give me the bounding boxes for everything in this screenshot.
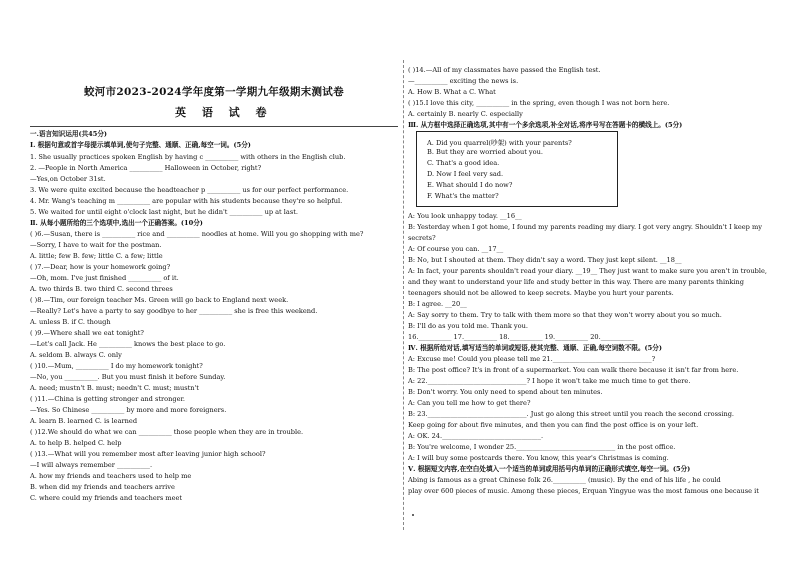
box-option: D. Now I feel very sad. (427, 170, 504, 178)
left-text-line: 2. —People in North America __________ Halloween in October, right? (30, 164, 262, 172)
page-mark (412, 514, 414, 516)
right-text-line: A: Of course you can. __17__ (408, 245, 504, 253)
left-text-line: ( )13.—What will you remember most after leaving junior high school? (30, 450, 266, 458)
right-text-line: A: 22.______________________________? I hope it won't take me much time to get there. (408, 377, 691, 385)
title-rule (30, 126, 398, 127)
right-text-line: A: You look unhappy today. __16__ (408, 212, 522, 220)
box-option: F. What's the matter? (427, 192, 499, 200)
right-text-line: A. certainly B. nearly C. especially (408, 110, 523, 118)
right-text-line: A: OK. 24.______________________________. (408, 432, 544, 440)
right-text-line: A: Excuse me! Could you please tell me 21.______________________________? (408, 355, 656, 363)
right-text-line: Keep going for about five minutes, and then you can find the post office is on your left. (408, 421, 699, 429)
right-text-line: A: Can you tell me how to get there? (408, 399, 531, 407)
left-text-line: —Sorry, I have to wait for the postman. (30, 241, 162, 249)
left-text-line: ( )8.—Tim, our foreign teacher Ms. Green will go back to England next week. (30, 296, 289, 304)
left-text-line: 3. We were quite excited because the headteacher p __________ us for our perfect performance. (30, 186, 349, 194)
left-text-line: 5. We waited for until eight o'clock last night, but he didn't __________ up at last. (30, 208, 298, 216)
exam-subject: 英 语 试 卷 (175, 106, 273, 119)
right-text-line: A. How B. What a C. What (408, 88, 496, 96)
left-text-line: B. when did my friends and teachers arrive (30, 483, 175, 491)
box-option: E. What should I do now? (427, 181, 513, 189)
left-text-line: —Yes,on October 31st. (30, 175, 106, 183)
right-text-line: B: Don't worry. You only need to spend about ten minutes. (408, 388, 603, 396)
right-text-line: Abing is famous as a great Chinese folk 26.__________ (music). By the end of his life , he could (408, 476, 721, 484)
right-text-line: Ⅳ. 根据所给对话,填写适当的单词或短语,使其完整、通顺、正确,每空词数不限。(5分) (408, 344, 662, 352)
box-option: A. Did you quarrel(吵架) with your parents? (427, 139, 572, 147)
right-text-line: secrets? (408, 234, 436, 242)
exam-title: 蛟河市2023-2024学年度第一学期九年级期末测试卷 (84, 86, 344, 98)
left-text-line: A. need; mustn't B. must; needn't C. must; mustn't (30, 384, 199, 392)
left-text-line: 1. She usually practices spoken English by having c __________ with others in the English club. (30, 153, 346, 161)
left-text-line: A. unless B. if C. though (30, 318, 111, 326)
left-text-line: ( )11.—China is getting stronger and stronger. (30, 395, 185, 403)
box-option: C. That's a good idea. (427, 159, 500, 167)
right-text-line: B: Yesterday when I got home, I found my parents reading my diary. I got very angry. Shouldn't I keep my (408, 223, 762, 231)
right-text-line: —__________ exciting the news is. (408, 77, 519, 85)
right-text-line: teenagers should not be allowed to keep secrets. Maybe you hurt your parents. (408, 289, 674, 297)
left-text-line: 4. Mr. Wang's teaching m __________ are popular with his students because they're so helpful. (30, 197, 343, 205)
left-text-line: 一.语言知识运用(共45分) (30, 130, 108, 138)
left-text-line: ( )6.—Susan, there is __________ rice and __________ noodles at home. Will you go shopping with me? (30, 230, 364, 238)
left-text-line: —No, you __________. But you must finish it before Sunday. (30, 373, 226, 381)
left-text-line: ( )9.—Where shall we eat tonight? (30, 329, 144, 337)
right-text-line: A: I will buy some postcards there. You know, this year's Christmas is coming. (408, 454, 669, 462)
right-text-line: B: I'll do as you told me. Thank you. (408, 322, 528, 330)
right-text-line: ( )15.I love this city, __________ in the spring, even though I was not born here. (408, 99, 670, 107)
right-text-line: B: I agree. __20__ (408, 300, 467, 308)
left-text-line: A. how my friends and teachers used to help me (30, 472, 192, 480)
left-text-line: C. where could my friends and teachers meet (30, 494, 183, 502)
right-text-line: and they want to understand your life and study better in this way. There are many parents thinking (408, 278, 744, 286)
right-text-line: Ⅴ. 根据短文内容,在空白处填入一个适当的单词或用括号内单词的正确形式填空,每空一词。(5分) (408, 465, 691, 473)
left-text-line: —I will always remember __________. (30, 461, 153, 469)
left-text-line: —Yes. So Chinese __________ by more and more foreigners. (30, 406, 227, 414)
right-text-line: B: 23.______________________________. Just go along this street until you reach the second crossing. (408, 410, 735, 418)
left-text-line: ( )12.We should do what we can __________ those people when they are in trouble. (30, 428, 304, 436)
left-text-line: Ⅱ. 从每小题所给的三个选项中,选出一个正确答案。(10分) (30, 219, 203, 227)
left-text-line: Ⅰ. 根据句意或首字母提示填单词,使句子完整、通顺、正确,每空一词。(5分) (30, 141, 251, 149)
right-text-line: 16.__________ 17.__________ 18.__________ 19.__________ 20.__________ (408, 333, 634, 341)
right-text-line: B: The post office? It's in front of a supermarket. You can walk there because it isn't far from here. (408, 366, 739, 374)
options-box (416, 131, 618, 207)
right-text-line: Ⅲ. 从方框中选择正确选项,其中有一个多余选项,补全对话,将序号写在答题卡的横线上。(5分) (408, 121, 683, 129)
right-text-line: A: Say sorry to them. Try to talk with them more so that they won't worry about you so much. (408, 311, 722, 319)
left-text-line: A. two thirds B. two third C. second threes (30, 285, 173, 293)
right-text-line: play over 600 pieces of music. Among these pieces, Erquan Yingyue was the most famous one because it (408, 487, 759, 495)
left-text-line: —Let's call Jack. He __________ knows the best place to go. (30, 340, 226, 348)
right-text-line: B: You're welcome, I wonder 25.______________________________ in the post office. (408, 443, 676, 451)
left-text-line: —Oh, mom. I've just finished __________ of it. (30, 274, 179, 282)
right-text-line: B: No, but I shouted at them. They didn't say a word. They just kept silent. __18__ (408, 256, 682, 264)
right-text-line: A: In fact, your parents shouldn't read your diary. __19__ They just want to make sure you aren't in trouble, (408, 267, 767, 275)
column-divider (403, 60, 405, 530)
left-text-line: A. to help B. helped C. help (30, 439, 122, 447)
left-text-line: A. learn B. learned C. is learned (30, 417, 138, 425)
left-text-line: ( )7.—Dear, how is your homework going? (30, 263, 171, 271)
left-text-line: ( )10.—Mum, __________ I do my homework tonight? (30, 362, 203, 370)
right-text-line: ( )14.—All of my classmates have passed the English test. (408, 66, 601, 74)
left-text-line: —Really? Let's have a party to say goodbye to her __________ she is free this weekend. (30, 307, 318, 315)
left-text-line: A. little; few B. few; little C. a few; little (30, 252, 163, 260)
box-option: B. But they are worried about you. (427, 148, 543, 156)
left-text-line: A. seldom B. always C. only (30, 351, 122, 359)
